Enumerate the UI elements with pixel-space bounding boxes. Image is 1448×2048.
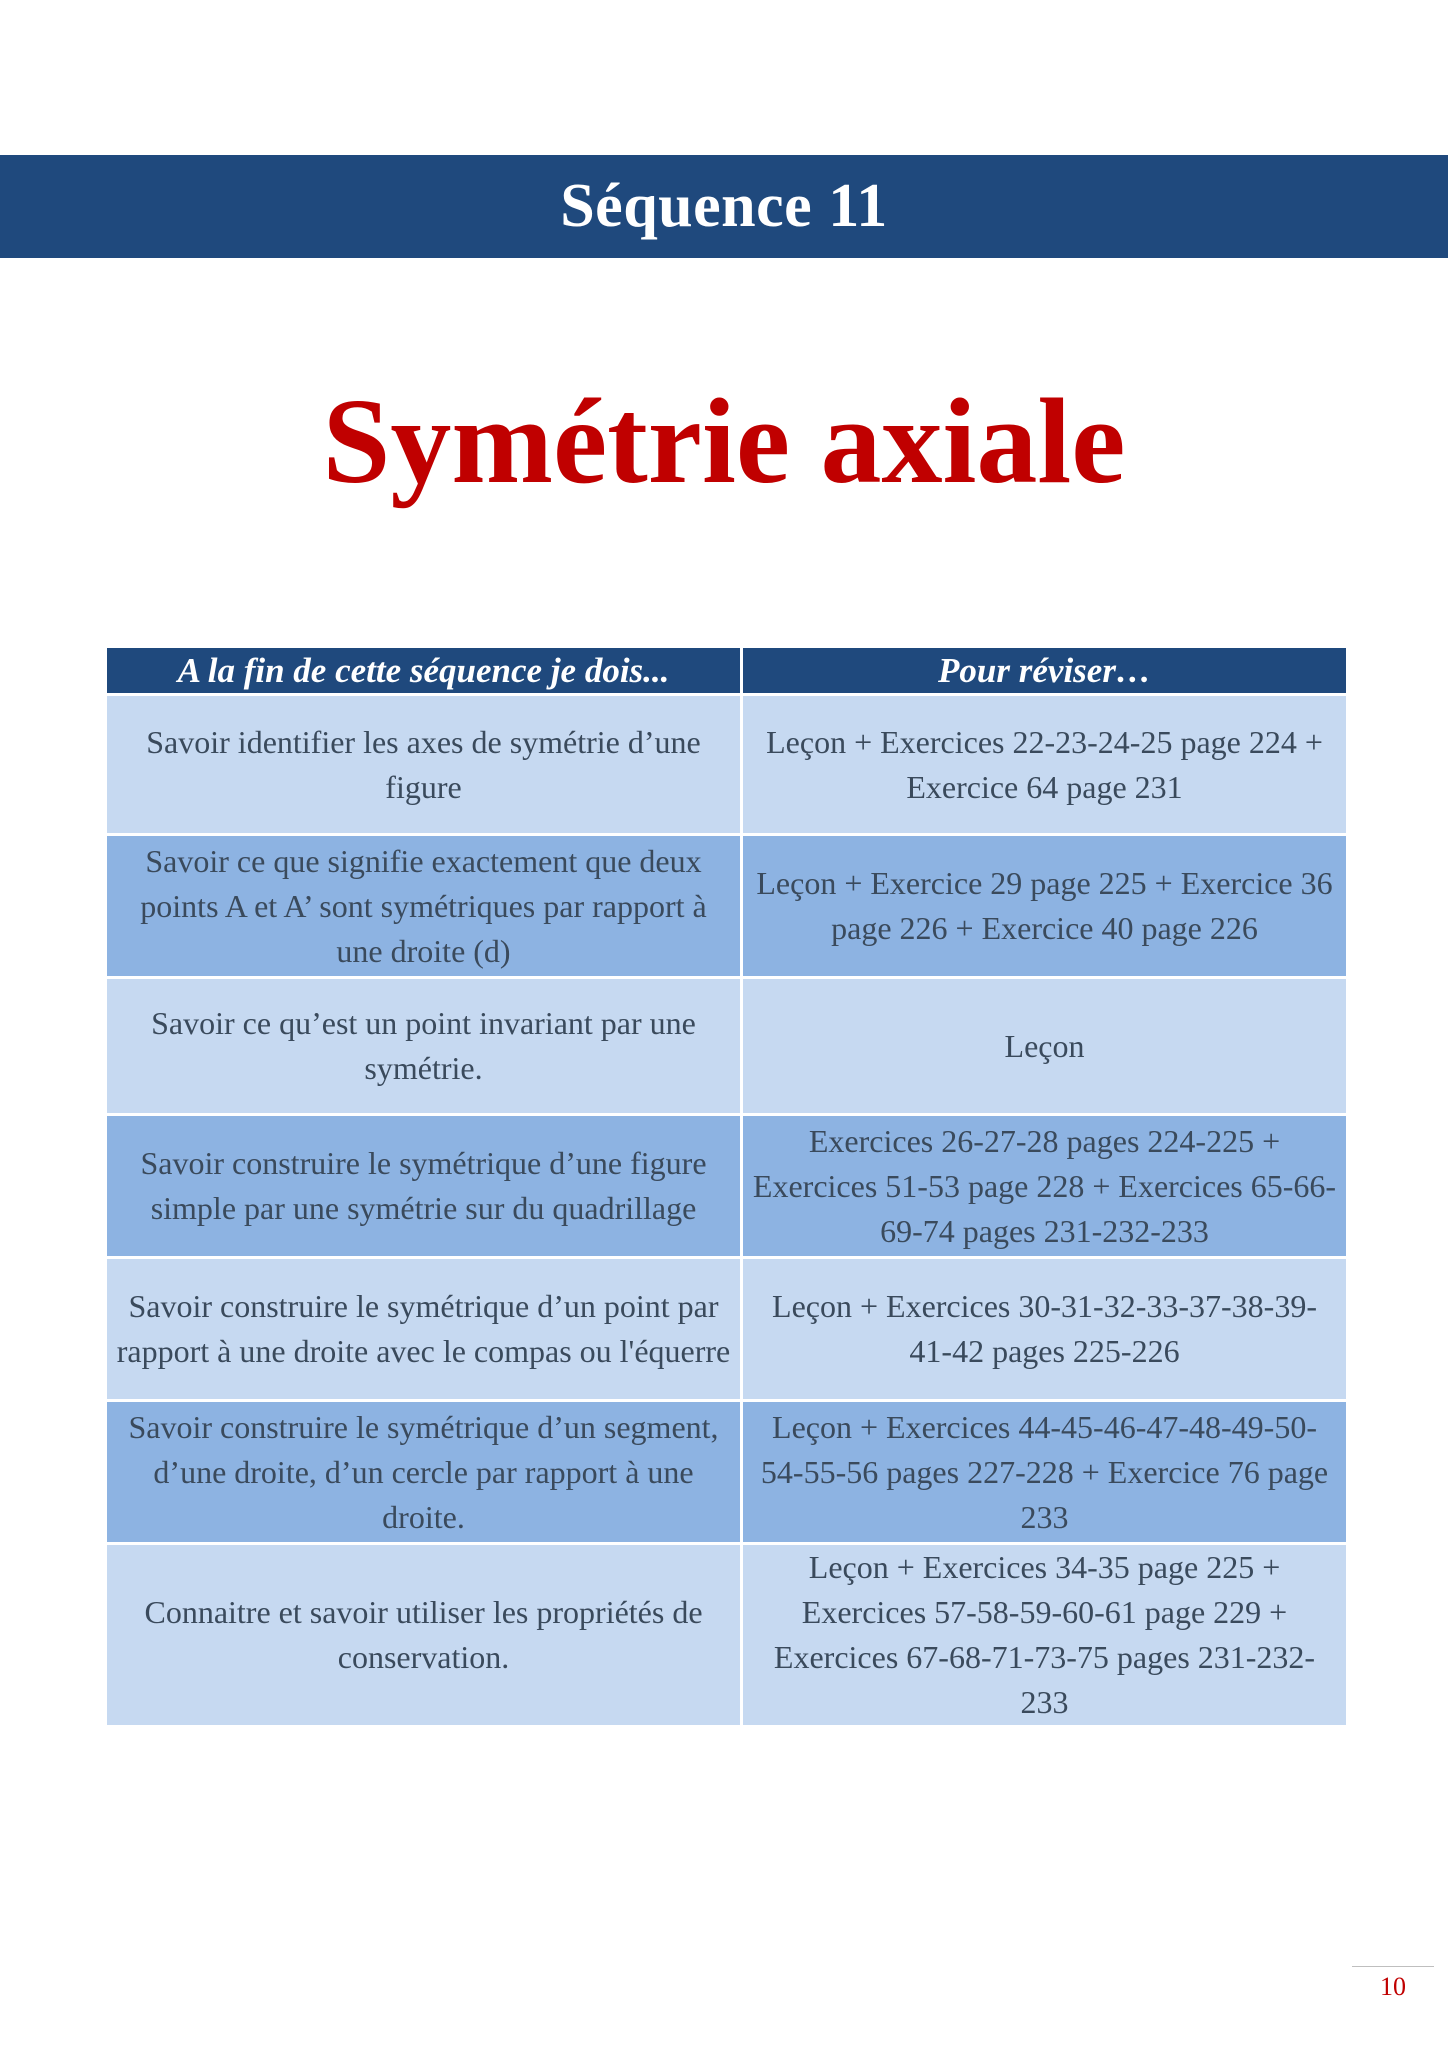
objective-cell: Savoir construire le symétrique d’un point par rapport à une droite avec le compas ou l'équerre <box>106 1258 742 1401</box>
sequence-banner <box>0 155 1448 258</box>
page-number: 10 <box>1380 1972 1406 2001</box>
column-header-revision: Pour réviser… <box>742 647 1348 695</box>
revision-cell: Leçon + Exercices 30-31-32-33-37-38-39-41-42 pages 225-226 <box>742 1258 1348 1401</box>
footer-divider <box>1352 1966 1434 1967</box>
table-row <box>106 695 1348 835</box>
page-title: Symétrie axiale <box>322 374 1126 509</box>
objective-cell: Savoir construire le symétrique d’un segment, d’une droite, d’un cercle par rapport à une droite. <box>106 1401 742 1544</box>
table-row <box>106 1258 1348 1401</box>
objective-cell: Savoir identifier les axes de symétrie d’une figure <box>106 695 742 835</box>
objective-cell: Savoir construire le symétrique d’une figure simple par une symétrie sur du quadrillage <box>106 1115 742 1258</box>
objectives-table <box>104 645 1349 1728</box>
table-row <box>106 835 1348 978</box>
revision-cell: Leçon + Exercice 29 page 225 + Exercice 36 page 226 + Exercice 40 page 226 <box>742 835 1348 978</box>
revision-cell: Leçon + Exercices 22-23-24-25 page 224 + Exercice 64 page 231 <box>742 695 1348 835</box>
objective-cell: Savoir ce qu’est un point invariant par une symétrie. <box>106 978 742 1115</box>
revision-cell: Leçon <box>742 978 1348 1115</box>
revision-cell: Leçon + Exercices 34-35 page 225 + Exercices 57-58-59-60-61 page 229 + Exercices 67-68-71-73-75 pages 231-232-233 <box>742 1544 1348 1727</box>
table-row <box>106 1544 1348 1727</box>
column-header-objectives: A la fin de cette séquence je dois... <box>106 647 742 695</box>
revision-cell: Exercices 26-27-28 pages 224-225 + Exercices 51-53 page 228 + Exercices 65-66-69-74 pages 231-232-233 <box>742 1115 1348 1258</box>
table-row <box>106 1401 1348 1544</box>
objective-cell: Savoir ce que signifie exactement que deux points A et A’ sont symétriques par rapport à une droite (d) <box>106 835 742 978</box>
sequence-title: Séquence 11 <box>560 172 888 240</box>
table-row <box>106 978 1348 1115</box>
table-row <box>106 1115 1348 1258</box>
revision-cell: Leçon + Exercices 44-45-46-47-48-49-50-54-55-56 pages 227-228 + Exercice 76 page 233 <box>742 1401 1348 1544</box>
objective-cell: Connaitre et savoir utiliser les propriétés de conservation. <box>106 1544 742 1727</box>
table-header-row <box>106 647 1348 695</box>
